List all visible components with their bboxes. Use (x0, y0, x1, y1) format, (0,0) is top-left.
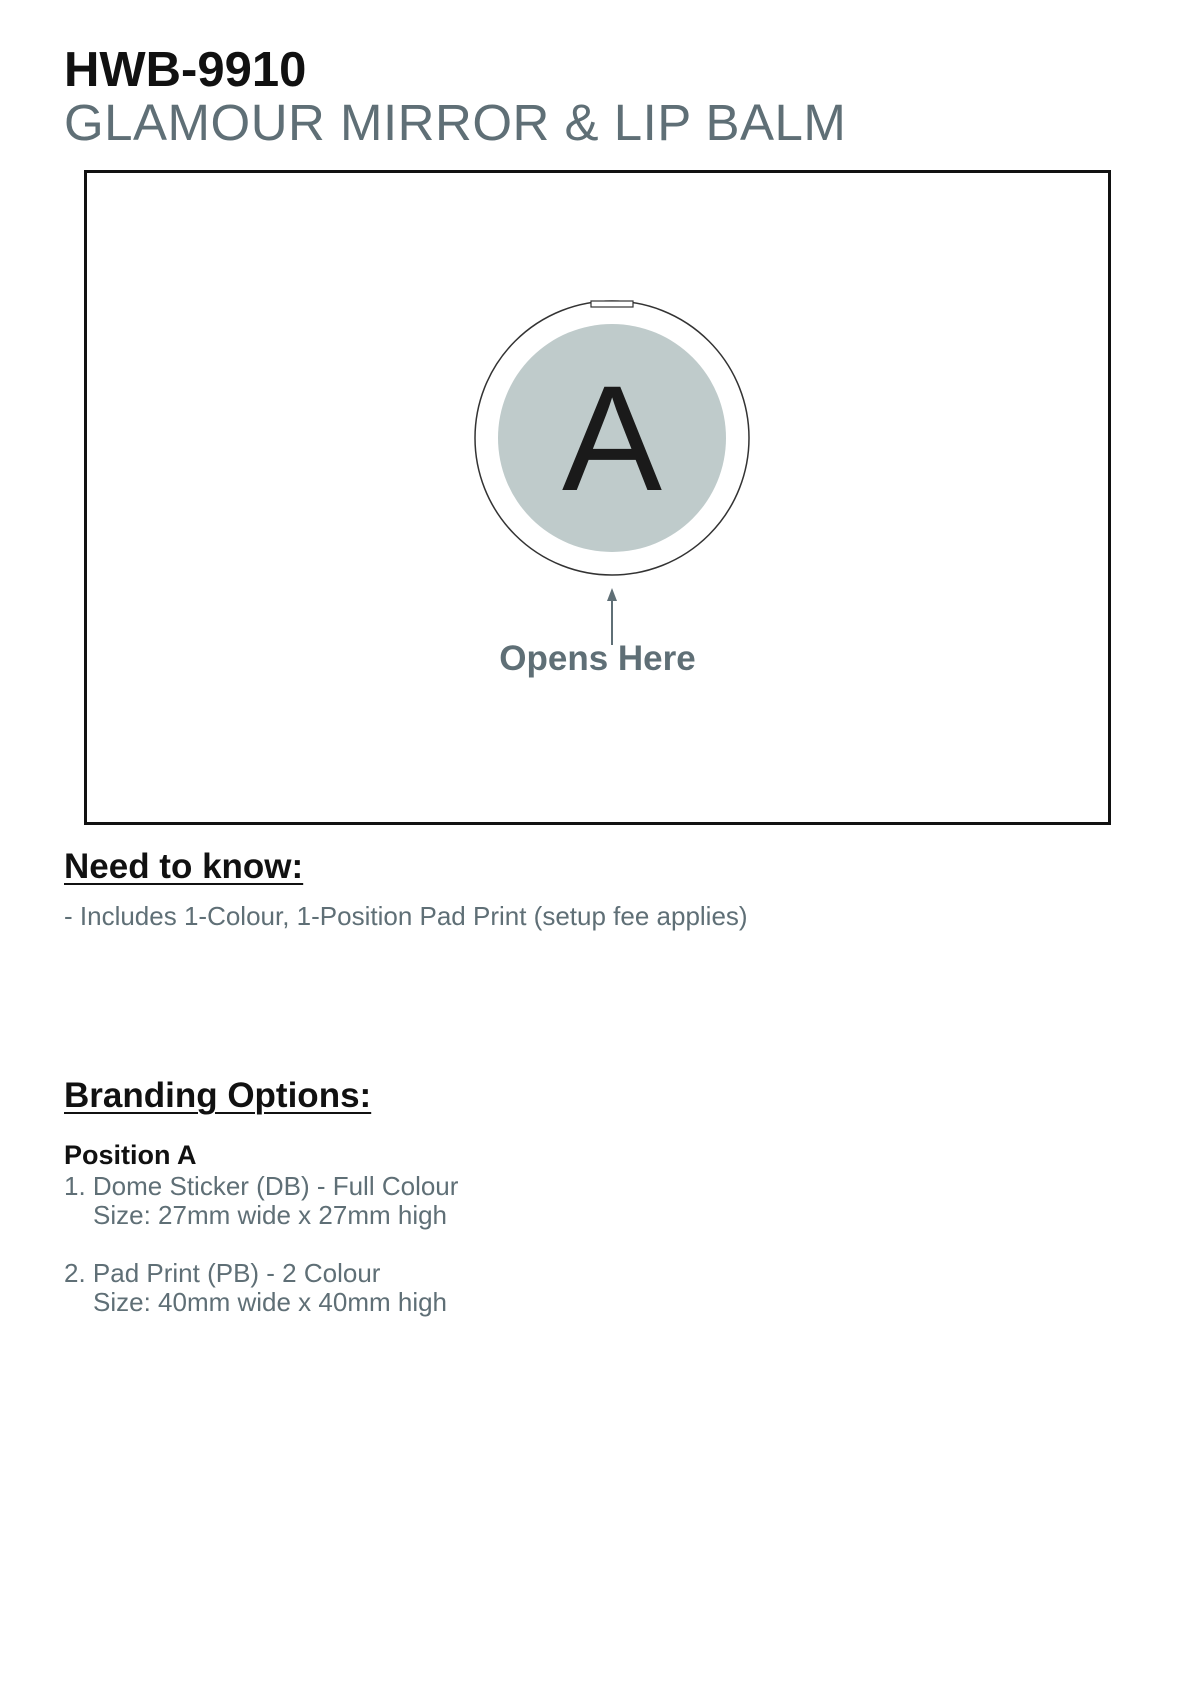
product-diagram-frame (84, 170, 1111, 825)
need-to-know-item: - Includes 1-Colour, 1-Position Pad Print (setup fee applies) (64, 901, 748, 931)
need-to-know-heading: Need to know: (64, 847, 304, 886)
branding-option-1-title: 1. Dome Sticker (DB) - Full Colour (64, 1171, 459, 1201)
mirror-hinge-tab (591, 301, 633, 307)
product-name: GLAMOUR MIRROR & LIP BALM (64, 94, 847, 151)
position-a-heading: Position A (64, 1140, 197, 1170)
branding-options-heading: Branding Options: (64, 1076, 372, 1115)
branding-option-2-title: 2. Pad Print (PB) - 2 Colour (64, 1258, 381, 1288)
opens-here-arrow-head (607, 588, 617, 601)
print-position-marker (487, 313, 737, 563)
position-a-label: A (561, 354, 663, 522)
branding-option-2-size: Size: 40mm wide x 40mm high (93, 1287, 448, 1317)
opens-here-label: Opens Here (499, 639, 696, 678)
branding-option-1-size: Size: 27mm wide x 27mm high (93, 1200, 448, 1230)
product-code: HWB-9910 (64, 43, 307, 97)
